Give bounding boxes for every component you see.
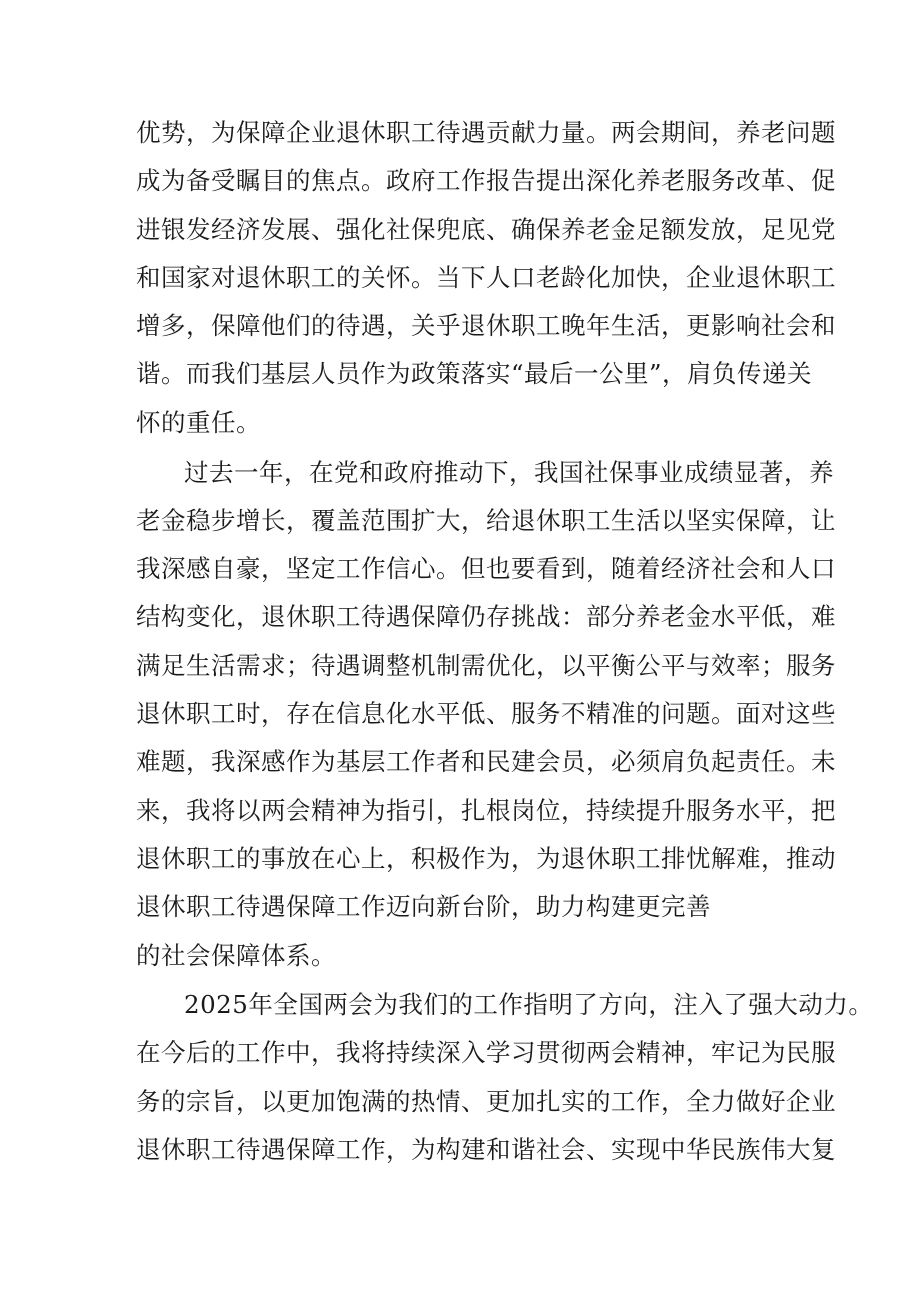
text-line: 进银发经济发展、强化社保兜底、确保养老金足额发放，足见党 <box>136 215 836 244</box>
text-line: 增多，保障他们的待遇，关乎退休职工晚年生活，更影响社会和 <box>136 311 836 340</box>
text-line: 结构变化，退休职工待遇保障仍存挑战：部分养老金水平低，难 <box>136 602 836 631</box>
text-line: 退休职工的事放在心上，积极作为，为退休职工排忧解难，推动 <box>136 844 836 873</box>
text-line: 退休职工时，存在信息化水平低、服务不精准的问题。面对这些 <box>136 699 836 728</box>
text-line: 难题，我深感作为基层工作者和民建会员，必须肩负起责任。未 <box>136 747 836 776</box>
text-line: 成为备受瞩目的焦点。政府工作报告提出深化养老服务改革、促 <box>136 166 836 195</box>
text-line: 优势，为保障企业退休职工待遇贡献力量。两会期间，养老问题 <box>136 118 836 147</box>
text-line: 满足生活需求；待遇调整机制需优化，以平衡公平与效率；服务 <box>136 651 836 680</box>
text-line: 在今后的工作中，我将持续深入学习贯彻两会精神，牢记为民服 <box>136 1038 836 1067</box>
text-line: 退休职工待遇保障工作，为构建和谐社会、实现中华民族伟大复 <box>136 1135 836 1164</box>
text-line: 的社会保障体系。 <box>136 941 336 970</box>
text-line: 退休职工待遇保障工作迈向新台阶，助力构建更完善 <box>136 892 711 921</box>
text-line: 怀的重任。 <box>136 408 261 437</box>
text-line: 老金稳步增长，覆盖范围扩大，给退休职工生活以坚实保障，让 <box>136 506 836 535</box>
text-line: 来，我将以两会精神为指引，扎根岗位，持续提升服务水平，把 <box>136 796 836 825</box>
paragraph-first-line: 过去一年，在党和政府推动下，我国社保事业成绩显著，养 <box>184 458 834 487</box>
text-line: 谐。而我们基层人员作为政策落实“最后一公里”，肩负传递关 <box>136 359 813 388</box>
text-line: 务的宗旨，以更加饱满的热情、更加扎实的工作，全力做好企业 <box>136 1087 836 1116</box>
paragraph-first-line: 2025年全国两会为我们的工作指明了方向，注入了强大动力。 <box>184 990 874 1019</box>
text-line: 和国家对退休职工的关怀。当下人口老龄化加快，企业退休职工 <box>136 263 836 292</box>
text-line: 我深感自豪，坚定工作信心。但也要看到，随着经济社会和人口 <box>136 554 836 583</box>
